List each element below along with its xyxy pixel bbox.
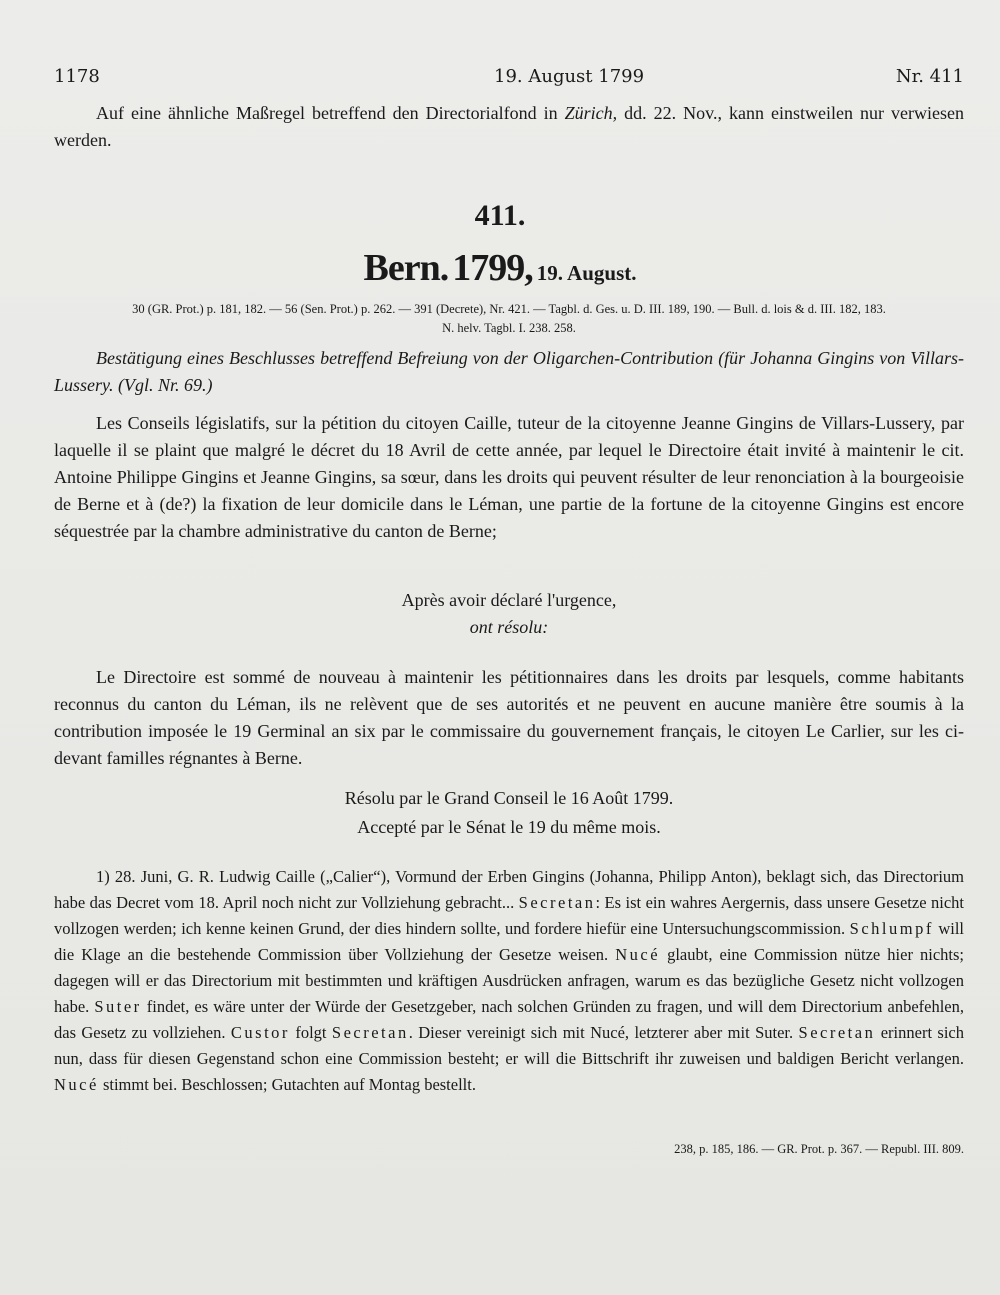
running-header [54, 66, 964, 90]
entry-references [54, 300, 964, 338]
page-number: 1178 [54, 66, 100, 87]
footnote-text-8: erinnert sich nun, dass für diesen Gegenstand schon eine Commission besteht; er will die Bittschrift ihr zuweisen und baldigen Bericht verlangen. [54, 1023, 965, 1068]
decision-paragraph: Le Directoire est sommé de nouveau à maintenir les pétitionnaires dans les droits par lesquels, comme habitants reconnus du canton du Léman, ils ne relèvent que de ses autorités et ne peuvent en aucune manière être soumis à la contribution imposée le 19 Germinal an six par le commissaire du gouvernement français, le citoyen Le Carlier, sur les ci-devant familles régnantes à Berne. [54, 667, 964, 768]
entry-place: Bern. [363, 247, 449, 289]
footnote-speaker-6: Secretan [331, 1023, 409, 1042]
footnote-reference: 238, p. 185, 186. — GR. Prot. p. 367. — Republ. III. 809. [674, 1142, 964, 1156]
footnote-speaker-3: Nucé [615, 945, 661, 964]
accepted-by-line: Accepté par le Sénat le 19 du même mois. [357, 817, 661, 837]
footnote-text-4: glaubt, eine Commission nütze hier nichts; dagegen will er das Directorium mit bestimmten und kräftigen Ausdrücken anfragen, warum es das bezügliche Gesetz nicht vollzogen habe. [54, 945, 964, 1016]
intro-paragraph-block [54, 100, 964, 154]
summary-block [54, 345, 964, 399]
references-line-1: 30 (GR. Prot.) p. 181, 182. — 56 (Sen. Prot.) p. 262. — 391 (Decrete), Nr. 421. — Tagbl. d. Ges. u. D. III. 189, 190. — Bull. d. lois & d. III. 182, 183. [132, 302, 886, 316]
footnote-text-3: will die Klage an die bestehende Commission über Vollziehung der Gesetze weisen. [54, 919, 965, 964]
decision-block [54, 664, 964, 772]
header-document-number: Nr. 411 [895, 66, 964, 87]
intro-text-before: Auf eine ähnliche Maßregel betreffend den Directorialfond in [96, 103, 565, 123]
footnote-text-6: folgt [289, 1023, 332, 1042]
footnote-speaker-2: Schlumpf [849, 919, 934, 938]
footnote-speaker-5: Custor [230, 1023, 290, 1042]
intro-place: Zürich, [564, 103, 618, 123]
preamble-block [54, 410, 964, 545]
intro-paragraph [54, 100, 964, 154]
preamble-paragraph: Les Conseils législatifs, sur la pétition du citoyen Caille, tuteur de la citoyenne Jeanne Gingins de Villars-Lussery, par laquelle il se plaint que malgré le décret du 18 Avril de cette année, par lequel le Directoire était invité à maintenir le cit. Antoine Philippe Gingins et Jeanne Gingins, sa sœur, dans les droits qui peuvent résulter de leur renonciation à la bourgeoisie de Berne et à (de?) la fixation de leur domicile dans le Léman, une partie de la fortune de la citoyenne Gingins est encore séquestrée par la chambre administrative du canton de Berne; [54, 413, 964, 541]
resolved-by-line: Résolu par le Grand Conseil le 16 Août 1799. [344, 788, 674, 808]
footnote-speaker-4: Suter [94, 997, 142, 1016]
footnote-speaker-7: Secretan [798, 1023, 876, 1042]
entry-date: 19. August. [536, 261, 637, 285]
intro-text-after: dd. 22. Nov., kann einstweilen nur verwiesen werden. [54, 103, 964, 150]
urgency-block [54, 590, 964, 638]
header-date: 19. August 1799 [494, 66, 645, 87]
footnote-text-9: stimmt bei. Beschlossen; Gutachten auf Montag bestellt. [98, 1075, 476, 1094]
references-line-2: N. helv. Tagbl. I. 238. 258. [442, 321, 576, 335]
footnote-speaker-1: Secretan [518, 893, 596, 912]
footnote-text-1: 1) 28. Juni, G. R. Ludwig Caille („Calier“), Vormund der Erben Gingins (Johanna, Philipp Anton), beklagt sich, das Directorium habe das Decret vom 18. April noch nicht zur Vollziehung gebracht... [54, 867, 964, 912]
entry-number: 411. [474, 199, 526, 232]
entry-heading [0, 246, 1000, 290]
entry-summary: Bestätigung eines Beschlusses betreffend Befreiung von der Oligarchen-Contribution (für Johanna Gingins von Villars-Lussery. (Vgl. Nr. 69.) [54, 348, 964, 395]
resolved-line: ont résolu: [469, 617, 549, 637]
footnote-speaker-8: Nucé [54, 1075, 99, 1094]
urgency-line: Après avoir déclaré l'urgence, [401, 590, 617, 610]
entry-year: 1799, [452, 247, 533, 289]
footnote-text-2: : Es ist ein wahres Aergernis, dass unsere Gesetze nicht vollzogen werden; ich kenne keinen Grund, der dies hindern sollte, und fordere hiefür eine Untersuchungscommission. [54, 893, 964, 938]
footnote-paragraph [54, 864, 964, 1098]
footnote-text-7: . Dieser vereinigt sich mit Nucé, letzterer aber mit Suter. [408, 1023, 799, 1042]
footnote-block [54, 864, 964, 1098]
footnote-text-5: findet, es wäre unter der Würde der Gesetzgeber, nach solchen Gründen zu fragen, und will dem Directorium anbefehlen, das Gesetz zu vollziehen. [54, 997, 964, 1042]
resolution-block [54, 788, 964, 838]
